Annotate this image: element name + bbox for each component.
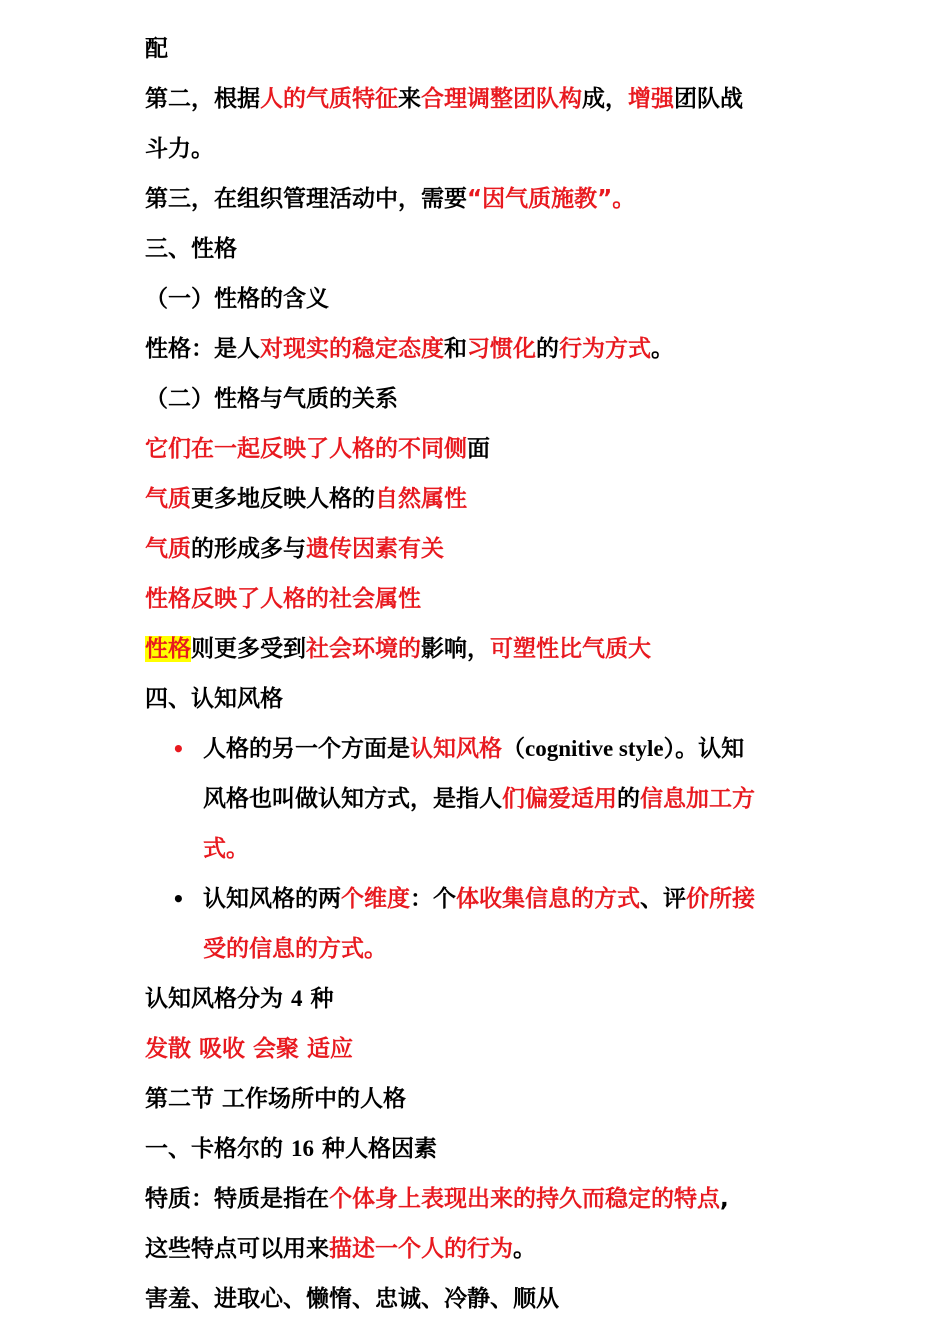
text-segment: （: [502, 736, 525, 762]
text-segment: 第二，根据: [145, 86, 260, 112]
text-segment: 一、卡格尔的: [145, 1136, 292, 1162]
line-16: [203, 834, 830, 864]
line-4: [145, 234, 830, 264]
text-segment: （二）性格与气质的关系: [145, 386, 398, 412]
text-segment: 和: [444, 336, 467, 362]
text-segment: 体收集信息的方式: [456, 886, 640, 912]
text-segment: 。: [651, 336, 674, 362]
text-segment: 发散 吸收 会聚 适应: [145, 1036, 354, 1062]
text-segment: 们偏爱适用: [502, 786, 617, 812]
text-segment: ）。认知: [663, 736, 745, 762]
text-segment: 的形成多与: [191, 536, 306, 562]
line-25: [145, 1284, 830, 1314]
line-2: [145, 134, 830, 164]
text-segment: 个体身上表现出来的持久而稳定的特点: [329, 1186, 720, 1212]
text-segment: 气质: [145, 536, 191, 562]
text-segment: （一）性格的含义: [145, 286, 329, 312]
text-segment: 可塑性比气质大: [490, 636, 651, 662]
text-segment: 对现实的稳定态度: [260, 336, 444, 362]
text-segment: 个维度: [341, 886, 410, 912]
text-segment: 4: [291, 986, 303, 1011]
text-segment: 性格：是人: [145, 336, 260, 362]
text-segment: 斗力。: [145, 136, 214, 162]
text-segment: 来: [398, 86, 421, 112]
text-segment: 气质: [145, 486, 191, 512]
text-segment: 更多地反映人格的: [191, 486, 375, 512]
text-segment: 则更多受到: [191, 636, 306, 662]
text-segment: 种人格因素: [314, 1136, 438, 1162]
text-segment: 团队战: [674, 86, 743, 112]
line-13: [145, 684, 830, 714]
text-segment: 习惯化: [467, 336, 536, 362]
text-segment: 四、认知风格: [145, 686, 283, 712]
text-segment: 认知风格分为: [145, 986, 292, 1012]
text-segment: 三、性格: [145, 236, 237, 262]
line-19: [145, 984, 830, 1014]
text-segment: 种: [302, 986, 334, 1012]
text-segment: 的: [617, 786, 640, 812]
text-segment: 。: [513, 1236, 536, 1262]
line-10: [145, 534, 830, 564]
text-segment: 认知风格的两: [203, 886, 341, 912]
text-segment: 自然属性: [375, 486, 467, 512]
text-segment: 害羞、进取心、懒惰、忠诚、冷静、顺从: [145, 1286, 559, 1312]
line-7: [145, 384, 830, 414]
bullet-1: •: [172, 737, 185, 761]
line-21: [145, 1084, 830, 1114]
text-segment: 信息加工方: [640, 786, 755, 812]
text-segment: 配: [145, 36, 168, 62]
text-segment: 、评: [640, 886, 686, 912]
text-segment: 这些特点可以用来: [145, 1236, 329, 1262]
text-segment: 的: [536, 336, 559, 362]
line-18: [203, 934, 830, 964]
text-segment: 16: [291, 1136, 315, 1161]
text-segment: 它们在一起反映了人格的不同侧: [145, 436, 467, 462]
text-segment: 性格: [145, 636, 191, 662]
line-1: [145, 84, 830, 114]
line-0: [145, 34, 830, 64]
text-segment: 特质：特质是指在: [145, 1186, 329, 1212]
text-segment: 式。: [203, 836, 249, 862]
text-segment: 性格反映了人格的社会属性: [145, 586, 421, 612]
text-segment: “因气质施教”。: [467, 186, 636, 212]
line-20: [145, 1034, 830, 1064]
line-22: [145, 1134, 830, 1164]
text-segment: ,: [720, 1186, 729, 1212]
line-17: [203, 884, 830, 914]
text-segment: 描述一个人的行为: [329, 1236, 513, 1262]
line-8: [145, 434, 830, 464]
bullet-2: •: [172, 887, 185, 911]
line-9: [145, 484, 830, 514]
text-segment: 行为方式: [559, 336, 651, 362]
text-segment: ：个: [410, 886, 456, 912]
text-segment: 认知风格: [410, 736, 502, 762]
text-segment: 价所接: [686, 886, 755, 912]
text-segment: 风格也叫做认知方式，是指人: [203, 786, 502, 812]
line-3: [145, 184, 830, 214]
text-segment: cognitive style: [525, 736, 664, 761]
text-segment: 第二节 工作场所中的人格: [145, 1086, 407, 1112]
text-segment: 第三，在组织管理活动中，需要: [145, 186, 467, 212]
text-segment: 社会环境的: [306, 636, 421, 662]
text-segment: 合理调整团队构: [421, 86, 582, 112]
line-5: [145, 284, 830, 314]
text-segment: 人的气质特征: [260, 86, 398, 112]
text-segment: 受的信息的方式。: [203, 936, 387, 962]
text-segment: 影响，: [421, 636, 490, 662]
line-14: [203, 734, 830, 764]
text-segment: 遗传因素有关: [306, 536, 444, 562]
line-15: [203, 784, 830, 814]
line-6: [145, 334, 830, 364]
text-segment: 人格的另一个方面是: [203, 736, 410, 762]
line-11: [145, 584, 830, 614]
text-segment: 面: [467, 436, 490, 462]
line-12: [145, 634, 830, 664]
text-segment: 增强: [628, 86, 674, 112]
line-24: [145, 1234, 830, 1264]
line-23: [145, 1184, 830, 1214]
text-segment: 成，: [582, 86, 628, 112]
